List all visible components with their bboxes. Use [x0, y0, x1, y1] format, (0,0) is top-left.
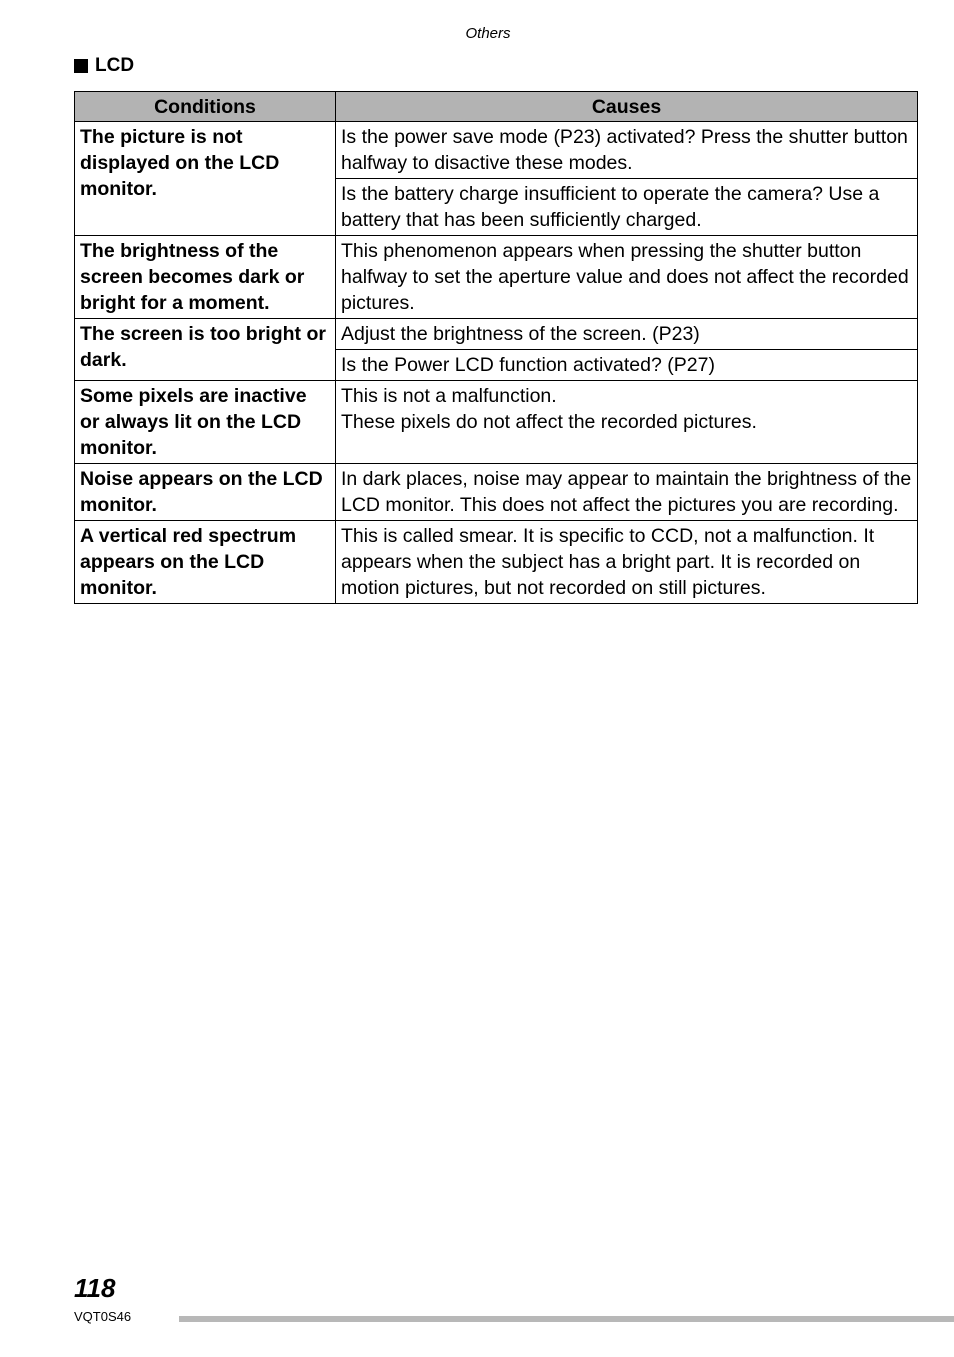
running-header: Others	[465, 25, 511, 42]
causes-cell	[336, 381, 918, 464]
section-title-text: LCD	[95, 55, 135, 76]
column-header-causes: Causes	[336, 92, 918, 122]
table-row	[75, 464, 918, 521]
causes-cell	[336, 521, 918, 604]
troubleshooting-table	[74, 91, 918, 604]
cause-text: Is the battery charge insufficient to operate the camera? Use a battery that has been sufficiently charged.	[336, 178, 917, 235]
cause-text: Is the power save mode (P23) activated? Press the shutter button halfway to disactive these modes.	[341, 126, 908, 174]
table-row	[75, 381, 918, 464]
section-title	[74, 55, 134, 77]
causes-cell	[336, 464, 918, 521]
condition-cell: The screen is too bright or dark.	[75, 319, 336, 381]
cause-text: This phenomenon appears when pressing the shutter button halfway to set the aperture value and does not affect the recorded pictures.	[341, 240, 909, 314]
condition-cell: The brightness of the screen becomes dark or bright for a moment.	[75, 236, 336, 319]
condition-cell: Some pixels are inactive or always lit on the LCD monitor.	[75, 381, 336, 464]
cause-line: These pixels do not affect the recorded pictures.	[341, 411, 757, 433]
causes-cell	[336, 122, 918, 236]
footer-rule	[179, 1316, 954, 1322]
causes-cell	[336, 319, 918, 381]
cause-text	[336, 381, 917, 437]
cause-text: In dark places, noise may appear to maintain the brightness of the LCD monitor. This does not affect the pictures you are recording.	[341, 468, 912, 516]
condition-cell: The picture is not displayed on the LCD monitor.	[75, 122, 336, 236]
document-code: VQT0S46	[74, 1309, 132, 1324]
table-row	[75, 236, 918, 319]
page-number: 118	[74, 1273, 116, 1303]
cause-text: Is the Power LCD function activated? (P27)	[336, 349, 917, 380]
condition-cell: Noise appears on the LCD monitor.	[75, 464, 336, 521]
cause-text: Adjust the brightness of the screen. (P23)	[341, 323, 700, 345]
condition-cell: A vertical red spectrum appears on the LCD monitor.	[75, 521, 336, 604]
causes-cell	[336, 236, 918, 319]
table-row	[75, 319, 918, 381]
table-header-row	[75, 92, 918, 122]
cause-text: This is called smear. It is specific to CCD, not a malfunction. It appears when the subject has a bright part. It is recorded on motion pictures, but not recorded on still pictures.	[341, 525, 875, 599]
column-header-conditions: Conditions	[75, 92, 336, 122]
table-row	[75, 122, 918, 236]
square-bullet-icon	[74, 59, 88, 73]
table-row	[75, 521, 918, 604]
cause-line: This is not a malfunction.	[341, 385, 557, 407]
